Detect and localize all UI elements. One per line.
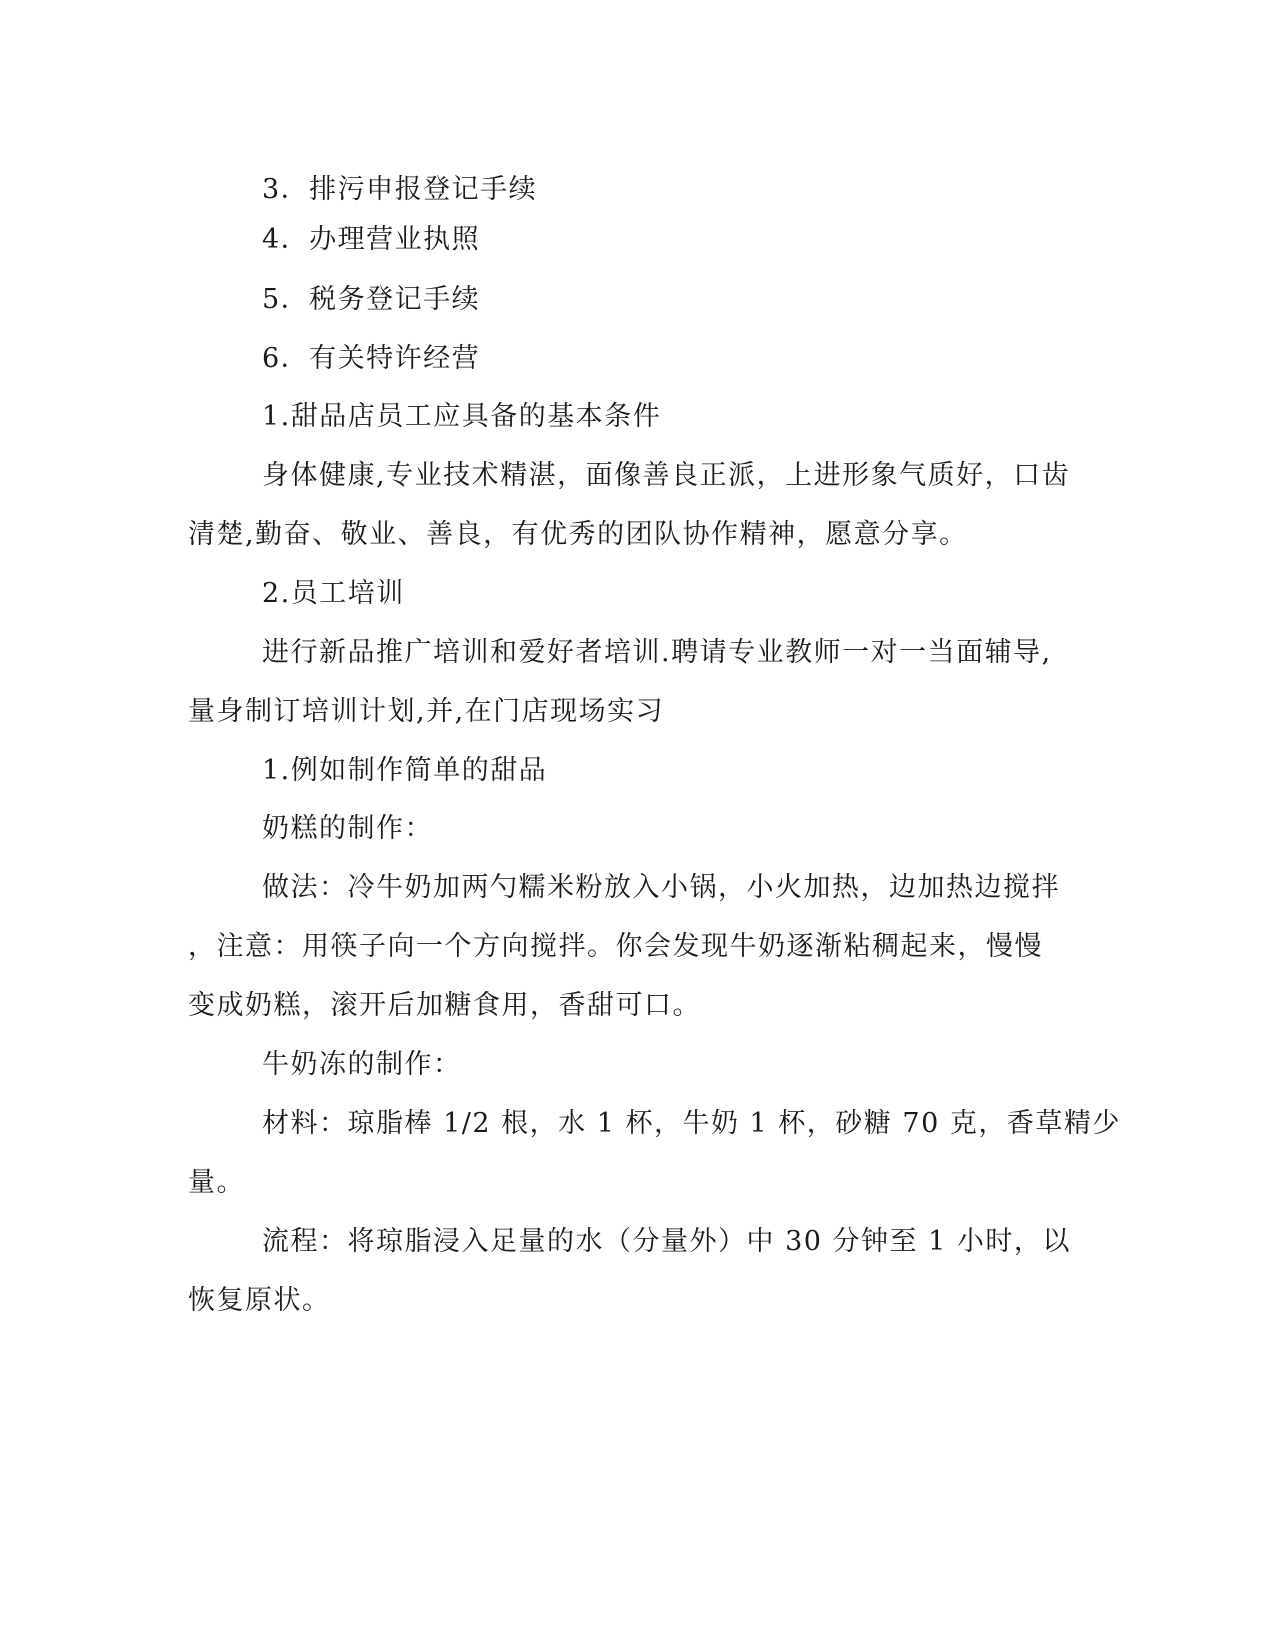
paragraph-line: 量身制订培训计划,并,在门店现场实习 — [188, 696, 665, 727]
paragraph-line: 进行新品推广培训和爱好者培训.聘请专业教师一对一当面辅导, — [262, 637, 1052, 668]
section-heading-employee-conditions: 1.甜品店员工应具备的基本条件 — [262, 401, 662, 432]
list-item-3: 3．排污申报登记手续 — [262, 174, 538, 205]
paragraph-line: 流程：将琼脂浸入足量的水（分量外）中 30 分钟至 1 小时，以 — [262, 1226, 1071, 1257]
paragraph-line: 变成奶糕，滚开后加糖食用，香甜可口。 — [188, 990, 701, 1021]
paragraph-line: 清楚,勤奋、敬业、善良，有优秀的团队协作精神，愿意分享。 — [188, 519, 968, 550]
section-heading-training: 2.员工培训 — [262, 578, 405, 609]
paragraph-line: 量。 — [188, 1167, 245, 1198]
list-item-6: 6．有关特许经营 — [262, 343, 481, 374]
list-item-4: 4．办理营业执照 — [262, 224, 481, 255]
paragraph-line: 恢复原状。 — [188, 1285, 331, 1316]
recipe-title-milk-cake: 奶糕的制作： — [262, 813, 433, 844]
list-item-5: 5．税务登记手续 — [262, 284, 481, 315]
recipe-title-milk-jelly: 牛奶冻的制作： — [262, 1049, 462, 1080]
paragraph-line: 身体健康,专业技术精湛，面像善良正派，上进形象气质好，口齿 — [262, 460, 1071, 491]
paragraph-line: 做法：冷牛奶加两勺糯米粉放入小锅，小火加热，边加热边搅拌 — [262, 872, 1060, 903]
section-heading-dessert-example: 1.例如制作简单的甜品 — [262, 755, 548, 786]
paragraph-line: 材料：琼脂棒 1/2 根，水 1 杯，牛奶 1 杯，砂糖 70 克，香草精少 — [262, 1108, 1121, 1139]
paragraph-line: ，注意：用筷子向一个方向搅拌。你会发现牛奶逐渐粘稠起来，慢慢 — [188, 931, 1043, 962]
